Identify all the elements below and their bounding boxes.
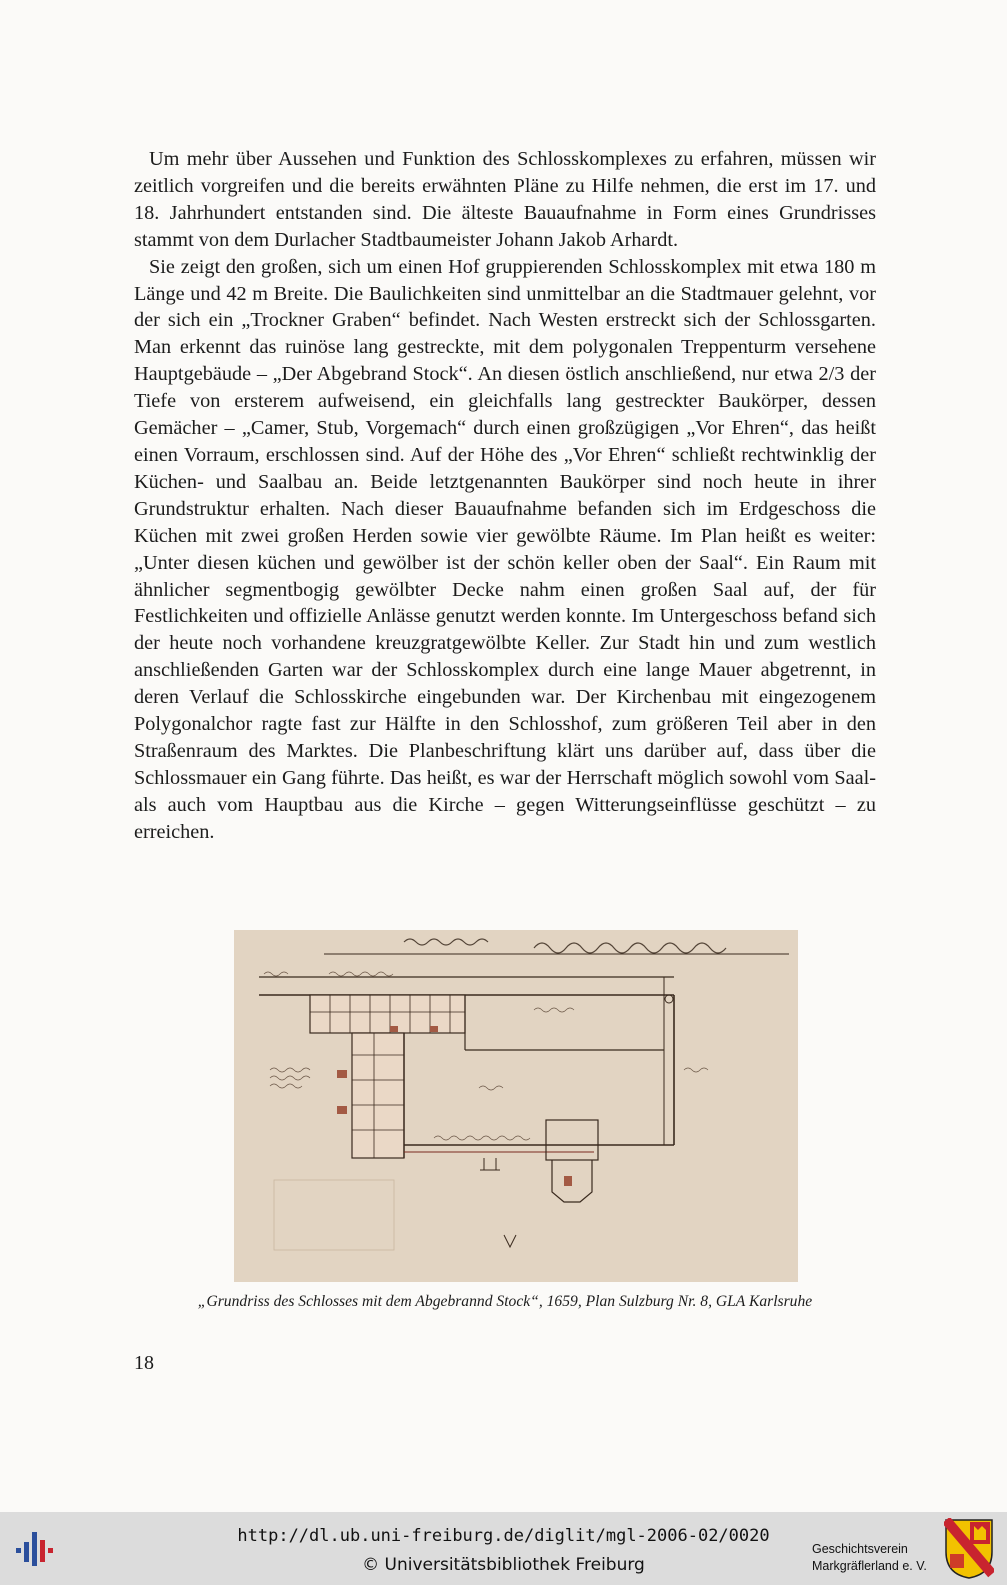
permalink-url[interactable]: http://dl.ub.uni-freiburg.de/diglit/mgl-2006-02/0020 <box>237 1526 770 1546</box>
copyright-text: © Universitätsbibliothek Freiburg <box>362 1555 645 1575</box>
coat-of-arms-icon <box>944 1518 994 1580</box>
body-text <box>134 146 876 846</box>
floor-plan-drawing <box>234 930 798 1282</box>
society-line-2: Markgräflerland e. V. <box>812 1559 927 1573</box>
floor-plan-image <box>234 930 798 1282</box>
page-number: 18 <box>134 1352 154 1374</box>
figure-caption: „Grundriss des Schlosses mit dem Abgebrannd Stock“, 1659, Plan Sulzburg Nr. 8, GLA Karlsruhe <box>197 1293 813 1310</box>
society-name <box>812 1541 927 1575</box>
paragraph-1: Um mehr über Aussehen und Funktion des Schlosskomplexes zu erfahren, müssen wir zeitlich vorgreifen und die bereits erwähnten Pläne zu Hilfe nehmen, die erst im 17. und 18. Jahrhundert entstanden sind. Die älteste Bauaufnahme in Form eines Grundrisses stammt von dem Durlacher Stadtbaumeister Johann Jakob Arhardt. <box>134 148 876 251</box>
paragraph-2: Sie zeigt den großen, sich um einen Hof gruppierenden Schlosskomplex mit etwa 180 m Länge und 42 m Breite. Die Baulichkeiten sind unmittelbar an die Stadtmauer gelehnt, vor der sich ein „Trockner Graben“ befindet. Nach Westen erstreckt sich der Schlossgarten. Man erkennt das ruinöse lang gestreckte, mit dem polygonalen Treppenturm versehene Hauptgebäude – „Der Abgebrand Stock“. An diesen östlich anschließend, nur etwa 2/3 der Tiefe von ersterem aufweisend, ein gleichfalls lang gestreckter Baukörper, dessen Gemächer – „Camer, Stub, Vorgemach“ durch einen großzügigen „Vor Ehren“, das heißt einen Vorraum, erschlossen sind. Auf der Höhe des „Vor Ehren“ schließt rechtwinklig der Küchen- und Saalbau an. Beide letztgenannten Baukörper sind noch heute in ihrer Grundstruktur erhalten. Nach dieser Bauaufnahme befanden sich im Erdgeschoss die Küchen mit zwei großen Herden sowie vier gewölbte Räume. Im Plan heißt es weiter: „Unter diesen küchen und gewölber ist der schön keller oben der Saal“. Ein Raum mit ähnlicher segmentbogig gewölbter Decke nahm einen großen Saal auf, der für Festlichkeiten und offizielle Anlässe genutzt werden konnte. Im Untergeschoss befand sich der heute noch vorhandene kreuzgratgewölbte Keller. Zur Stadt hin und zum westlich anschließenden Garten war der Schlosskomplex durch eine lange Mauer abgetrennt, in deren Verlauf die Schlosskirche eingebunden war. Der Kirchenbau mit eingezogenem Polygonalchor ragte fast zur Hälfte in den Schlosshof, zum größeren Teil aber in den Straßenraum des Marktes. Die Planbeschriftung klärt uns darüber auf, dass über die Schlossmauer ein Gang führte. Das heißt, es war der Herrschaft möglich sowohl vom Saal- als auch vom Hauptbau aus die Kirche – gegen Witterungseinflüsse geschützt – zu erreichen. <box>134 255 876 843</box>
society-line-1: Geschichtsverein <box>812 1542 908 1556</box>
